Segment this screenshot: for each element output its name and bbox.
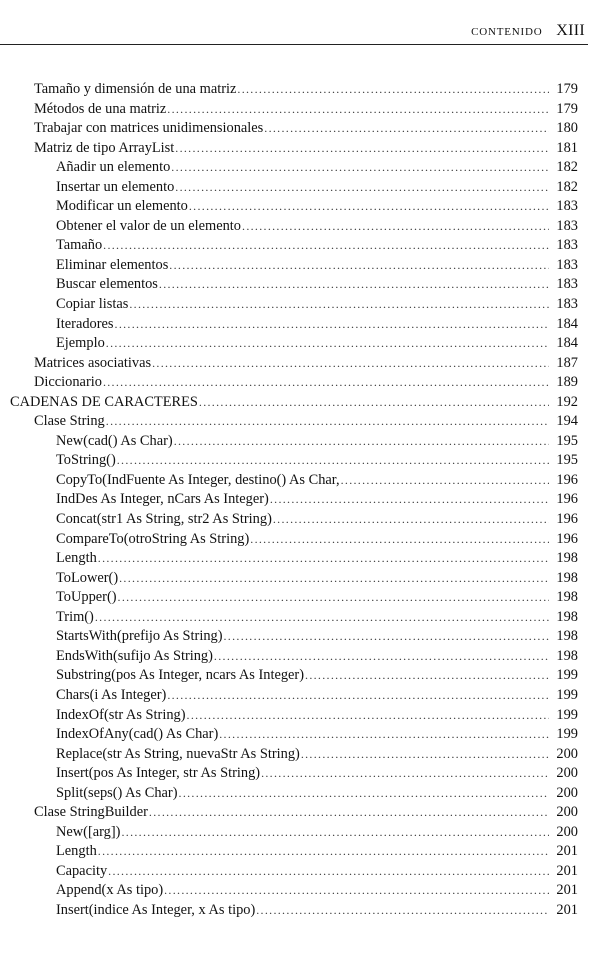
toc-entry-title: Ejemplo (56, 335, 105, 352)
toc-dot-leader (169, 256, 549, 276)
toc-entry-page-number: 199 (556, 686, 578, 703)
toc-entry-page-number: 200 (556, 804, 578, 821)
toc-entry-title: Replace(str As String, nuevaStr As String) (56, 745, 300, 762)
toc-entry-page-number: 198 (556, 628, 578, 645)
toc-entry (34, 706, 578, 726)
toc-entry-page-number: 198 (556, 589, 578, 606)
toc-entry-page-number: 196 (556, 511, 578, 528)
toc-entry (34, 432, 578, 452)
toc-entry (34, 588, 578, 608)
toc-entry (34, 764, 578, 784)
toc-entry-title: Insert(indice As Integer, x As tipo) (56, 901, 256, 918)
toc-entry (34, 745, 578, 765)
toc-entry-title: CompareTo(otroString As String) (56, 530, 250, 547)
toc-dot-leader (115, 315, 549, 335)
toc-dot-leader (129, 295, 549, 315)
toc-entry-page-number: 183 (556, 296, 578, 313)
toc-entry (34, 686, 578, 706)
toc-entry (34, 354, 578, 374)
toc-dot-leader (250, 530, 549, 550)
toc-entry-page-number: 196 (556, 471, 578, 488)
toc-entry-title: Clase String (34, 413, 105, 430)
toc-entry-page-number: 179 (556, 100, 578, 117)
toc-entry (34, 725, 578, 745)
toc-entry-title: Modificar un elemento (56, 198, 188, 215)
toc-entry-page-number: 183 (556, 256, 578, 273)
toc-entry (34, 100, 578, 120)
toc-dot-leader (121, 823, 549, 843)
toc-dot-leader (108, 862, 549, 882)
toc-dot-leader (301, 745, 549, 765)
toc-entry-title: Diccionario (34, 374, 102, 391)
toc-entry (10, 393, 578, 413)
toc-entry-title: New(cad() As Char) (56, 432, 173, 449)
toc-dot-leader (167, 100, 549, 120)
toc-entry (34, 608, 578, 628)
toc-entry (34, 256, 578, 276)
toc-entry-title: Append(x As tipo) (56, 882, 164, 899)
toc-dot-leader (159, 275, 549, 295)
toc-entry-title: Eliminar elementos (56, 256, 169, 273)
toc-dot-leader (224, 627, 550, 647)
toc-dot-leader (164, 881, 549, 901)
toc-dot-leader (106, 412, 549, 432)
toc-dot-leader (174, 432, 549, 452)
toc-entry-page-number: 196 (556, 530, 578, 547)
toc-entry-page-number: 187 (556, 354, 578, 371)
toc-dot-leader (167, 686, 549, 706)
toc-entry-page-number: 195 (556, 452, 578, 469)
toc-entry (34, 119, 578, 139)
toc-entry-page-number: 183 (556, 217, 578, 234)
toc-dot-leader (273, 510, 549, 530)
toc-dot-leader (187, 706, 549, 726)
toc-dot-leader (119, 569, 549, 589)
toc-entry-page-number: 199 (556, 706, 578, 723)
toc-dot-leader (98, 549, 549, 569)
toc-entry (34, 197, 578, 217)
toc-entry-title: Length (56, 550, 97, 567)
toc-entry (34, 334, 578, 354)
toc-entry-page-number: 181 (556, 139, 578, 156)
toc-entry-page-number: 189 (556, 374, 578, 391)
toc-entry-page-number: 201 (556, 882, 578, 899)
toc-entry-title: Obtener el valor de un elemento (56, 217, 242, 234)
toc-entry (34, 373, 578, 393)
toc-dot-leader (95, 608, 549, 628)
toc-entry (34, 862, 578, 882)
toc-entry (34, 881, 578, 901)
toc-entry (34, 275, 578, 295)
toc-entry-title: IndexOf(str As String) (56, 706, 186, 723)
toc-entry-title: EndsWith(sufijo As String) (56, 647, 213, 664)
toc-entry-title: Añadir un elemento (56, 159, 171, 176)
toc-dot-leader (98, 842, 549, 862)
toc-entry (34, 842, 578, 862)
toc-entry-page-number: 180 (556, 120, 578, 137)
toc-entry (34, 784, 578, 804)
toc-entry-page-number: 179 (556, 81, 578, 97)
toc-entry-title: Copiar listas (56, 296, 129, 313)
toc-entry-title: Trim() (56, 608, 94, 625)
toc-entry-page-number: 182 (556, 178, 578, 195)
toc-entry-title: CADENAS DE CARACTERES (10, 393, 198, 410)
toc-entry-page-number: 184 (556, 335, 578, 352)
toc-entry-page-number: 199 (556, 667, 578, 684)
toc-entry-title: Trabajar con matrices unidimensionales (34, 120, 264, 137)
toc-entry-page-number: 183 (556, 198, 578, 215)
toc-entry (34, 666, 578, 686)
toc-entry (34, 451, 578, 471)
toc-entry-page-number: 182 (556, 159, 578, 176)
toc-entry (34, 471, 578, 491)
toc-entry (34, 530, 578, 550)
toc-entry-title: Tamaño (56, 237, 103, 254)
toc-dot-leader (117, 451, 549, 471)
toc-entry-page-number: 195 (556, 432, 578, 449)
toc-dot-leader (237, 80, 549, 100)
toc-entry-page-number: 201 (556, 862, 578, 879)
toc-entry-title: Capacity (56, 862, 108, 879)
toc-entry (34, 901, 578, 921)
toc-entry-page-number: 196 (556, 491, 578, 508)
toc-entry (34, 803, 578, 823)
toc-dot-leader (103, 373, 549, 393)
toc-entry (34, 158, 578, 178)
toc-entry-title: Chars(i As Integer) (56, 686, 167, 703)
toc-dot-leader (152, 354, 549, 374)
toc-entry-title: Insert(pos As Integer, str As String) (56, 765, 261, 782)
toc-entry (34, 569, 578, 589)
toc-entry-title: Insertar un elemento (56, 178, 175, 195)
toc-dot-leader (305, 666, 549, 686)
toc-entry (34, 236, 578, 256)
toc-entry-page-number: 198 (556, 608, 578, 625)
toc-entry-page-number: 198 (556, 569, 578, 586)
toc-entry (34, 647, 578, 667)
toc-entry-title: ToUpper() (56, 589, 117, 606)
toc-entry-page-number: 199 (556, 726, 578, 743)
toc-entry (34, 627, 578, 647)
toc-dot-leader (256, 901, 549, 921)
toc-entry-page-number: 192 (556, 393, 578, 410)
toc-entry (34, 139, 578, 159)
toc-dot-leader (118, 588, 549, 608)
toc-entry-title: Substring(pos As Integer, ncars As Integer) (56, 667, 305, 684)
toc-dot-leader (175, 139, 549, 159)
toc-dot-leader (341, 471, 549, 491)
toc-dot-leader (264, 119, 549, 139)
toc-entry-page-number: 198 (556, 550, 578, 567)
toc-entry-title: Length (56, 843, 97, 860)
toc-entry-title: Tamaño y dimensión de una matriz (34, 81, 237, 97)
running-header-title: CONTENIDO (471, 26, 543, 38)
toc-entry (34, 549, 578, 569)
toc-entry (34, 295, 578, 315)
toc-entry-page-number: 194 (556, 413, 578, 430)
toc-entry-title: StartsWith(prefijo As String) (56, 628, 223, 645)
toc-dot-leader (261, 764, 549, 784)
toc-entry-title: ToLower() (56, 569, 119, 586)
toc-entry-title: Clase StringBuilder (34, 804, 148, 821)
toc-entry-title: IndexOfAny(cad() As Char) (56, 726, 219, 743)
toc-entry-title: Concat(str1 As String, str2 As String) (56, 511, 272, 528)
toc-entry-title: CopyTo(IndFuente As Integer, destino() As Char, (56, 471, 340, 488)
toc-entry (34, 217, 578, 237)
toc-entry-page-number: 183 (556, 237, 578, 254)
toc-dot-leader (219, 725, 549, 745)
table-of-contents (10, 80, 578, 921)
toc-entry-title: Métodos de una matriz (34, 100, 167, 117)
toc-entry (34, 823, 578, 843)
toc-entry-page-number: 201 (556, 901, 578, 918)
toc-entry-title: IndDes As Integer, nCars As Integer) (56, 491, 269, 508)
toc-entry-title: New([arg]) (56, 823, 121, 840)
toc-entry (34, 490, 578, 510)
toc-entry-title: Buscar elementos (56, 276, 158, 293)
toc-entry-page-number: 184 (556, 315, 578, 332)
toc-dot-leader (270, 490, 549, 510)
toc-entry-title: Iteradores (56, 315, 114, 332)
toc-entry-page-number: 201 (556, 843, 578, 860)
toc-dot-leader (175, 178, 549, 198)
running-header (0, 22, 585, 40)
toc-entry-page-number: 200 (556, 784, 578, 801)
toc-dot-leader (171, 158, 549, 178)
toc-entry-page-number: 200 (556, 823, 578, 840)
header-rule (0, 44, 588, 45)
toc-entry-page-number: 200 (556, 745, 578, 762)
toc-entry (34, 315, 578, 335)
toc-dot-leader (179, 784, 549, 804)
toc-entry-title: Matrices asociativas (34, 354, 152, 371)
toc-dot-leader (189, 197, 549, 217)
toc-entry-page-number: 200 (556, 765, 578, 782)
toc-entry (34, 510, 578, 530)
toc-entry-title: Matriz de tipo ArrayList (34, 139, 175, 156)
toc-entry-title: ToString() (56, 452, 116, 469)
running-header-page-number: XIII (556, 22, 585, 39)
toc-entry (34, 80, 578, 100)
toc-entry (34, 178, 578, 198)
toc-entry-title: Split(seps() As Char) (56, 784, 178, 801)
toc-dot-leader (149, 803, 549, 823)
toc-dot-leader (199, 393, 549, 413)
toc-entry-page-number: 198 (556, 647, 578, 664)
toc-dot-leader (242, 217, 549, 237)
toc-entry-page-number: 183 (556, 276, 578, 293)
toc-entry (34, 412, 578, 432)
toc-dot-leader (106, 334, 549, 354)
toc-dot-leader (103, 236, 549, 256)
toc-dot-leader (214, 647, 549, 667)
